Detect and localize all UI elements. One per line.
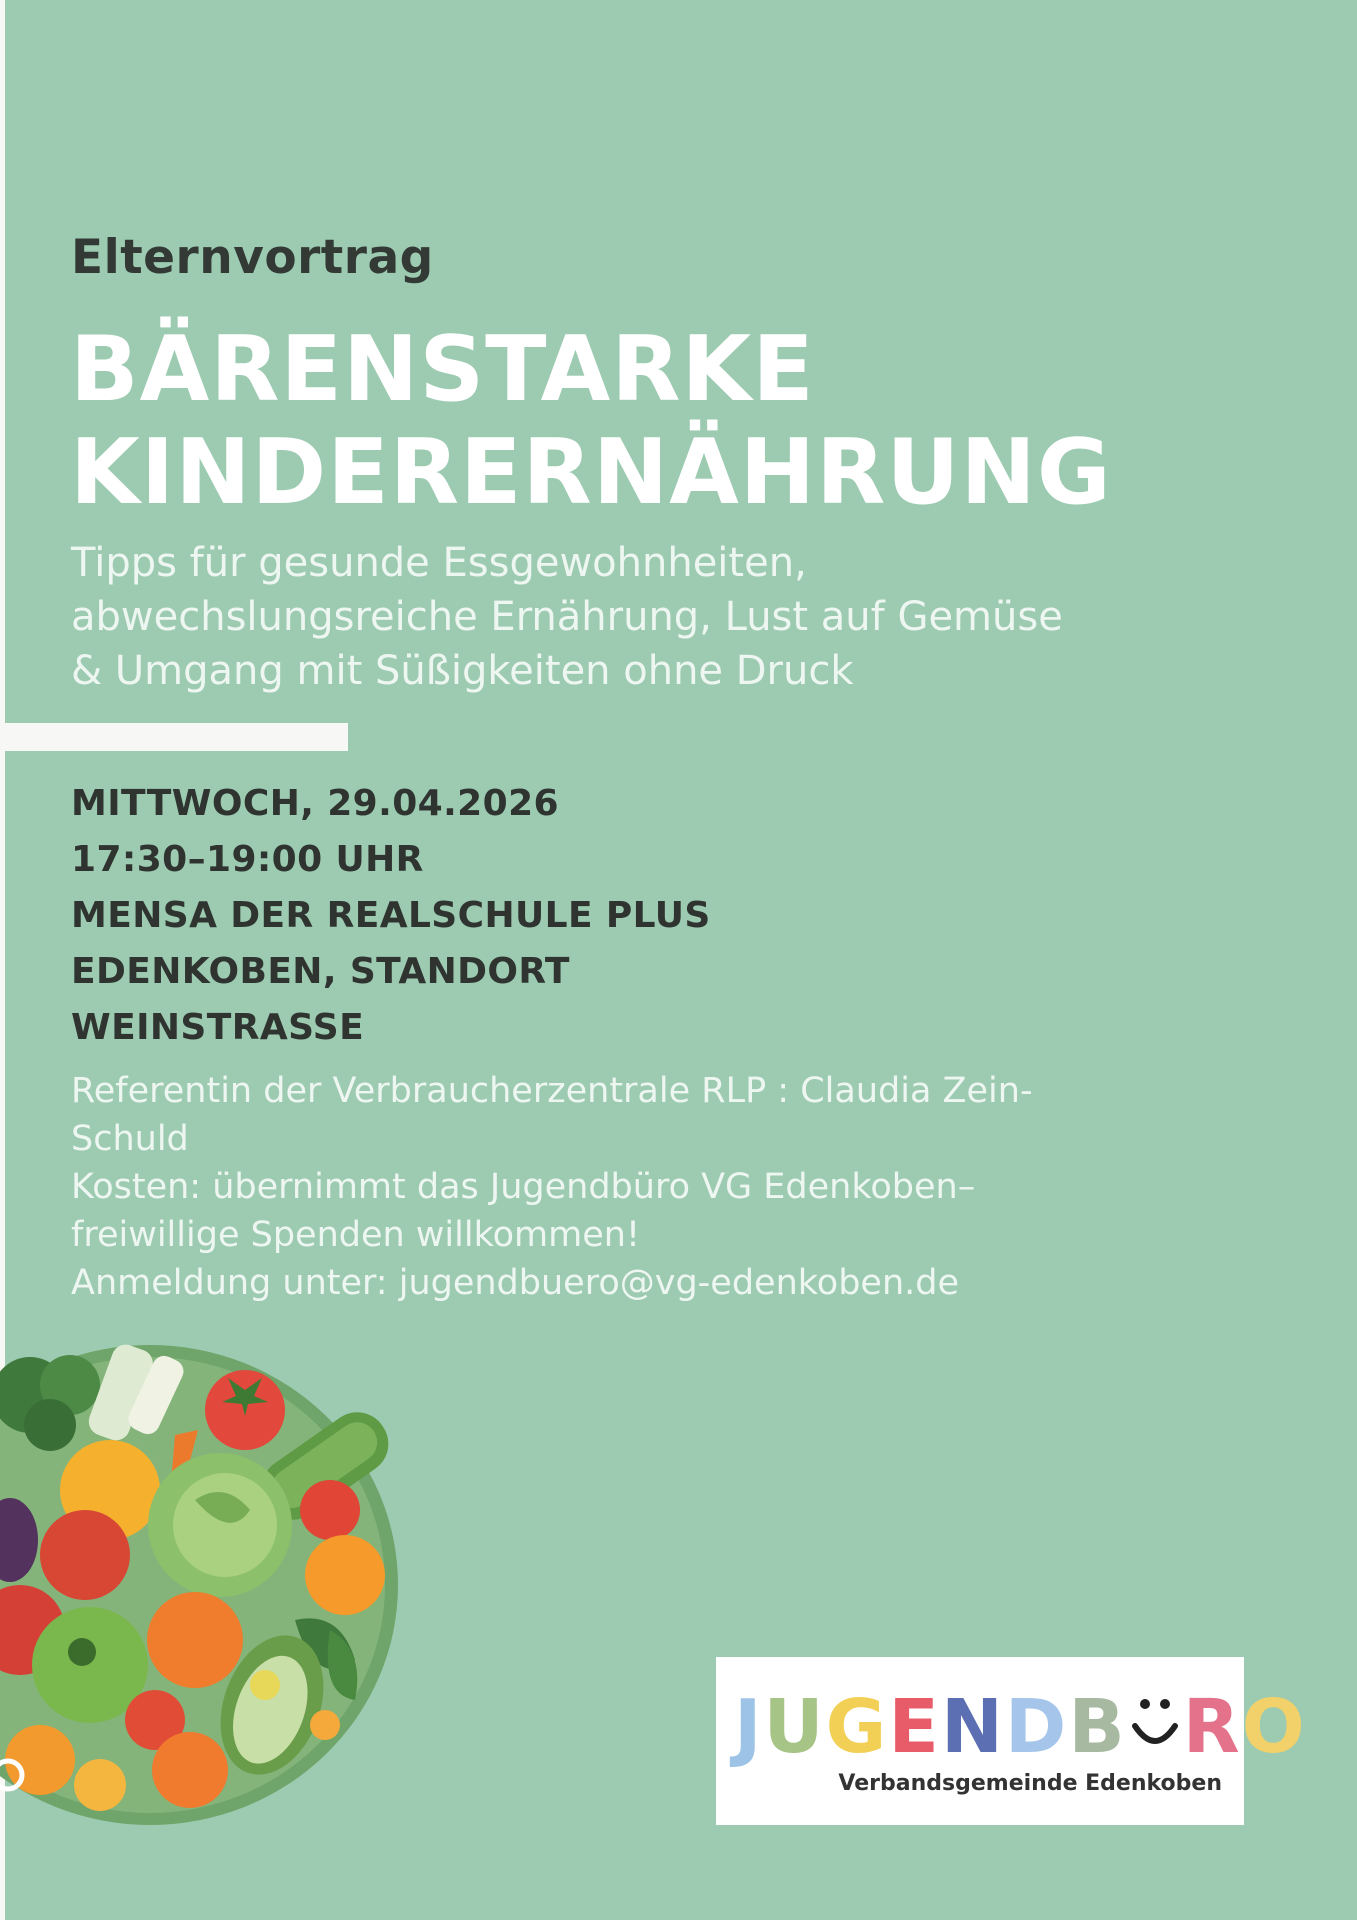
vegetable-bowl-illustration (0, 1330, 420, 1830)
logo-wordmark (734, 1684, 1307, 1770)
event-date: MITTWOCH, 29.04.2026 (71, 783, 559, 824)
title-line-1: BÄRENSTARKE (70, 317, 815, 422)
subtitle-line-1: Tipps für gesunde Essgewohnheiten, (71, 540, 807, 586)
title-line-2: KINDERERNÄHRUNG (70, 420, 1112, 525)
logo-letter-j: J (734, 1684, 764, 1770)
poster-title (70, 318, 1250, 524)
jugendbuero-logo (716, 1657, 1307, 1825)
subtitle-line-2: abwechslungsreiche Ernährung, Lust auf Gemüse (71, 594, 1063, 640)
logo-letter-d: D (1004, 1684, 1069, 1770)
logo-smiley-icon (1127, 1688, 1183, 1758)
costs-line-2: freiwillige Spenden willkommen! (71, 1215, 640, 1255)
logo-letter-b: B (1068, 1684, 1127, 1770)
event-location-line-2: EDENKOBEN, STANDORT (71, 951, 570, 992)
logo-letter-r: R (1182, 1684, 1242, 1770)
speaker-line-2: Schuld (71, 1119, 189, 1159)
event-info (71, 1067, 1071, 1307)
logo-letter-g: G (825, 1684, 889, 1770)
logo-letter-u: U (763, 1684, 826, 1770)
costs-line-1: Kosten: übernimmt das Jugendbüro VG Edenkoben– (71, 1167, 976, 1207)
logo-letter-o: O (1241, 1684, 1307, 1770)
event-details (71, 776, 971, 1056)
event-time: 17:30–19:00 UHR (71, 839, 424, 880)
logo-subtitle: Verbandsgemeinde Edenkoben (838, 1771, 1222, 1796)
registration-line: Anmeldung unter: jugendbuero@vg-edenkoben.de (71, 1263, 960, 1303)
subtitle-line-3: & Umgang mit Süßigkeiten ohne Druck (71, 648, 854, 694)
poster-subtitle (71, 536, 1071, 698)
speaker-line-1: Referentin der Verbraucherzentrale RLP : Claudia Zein- (71, 1071, 1033, 1111)
event-location-line-3: WEINSTRASSE (71, 1007, 365, 1048)
logo-letter-e: E (888, 1684, 941, 1770)
divider-bar (0, 723, 348, 751)
logo-letter-n: N (940, 1684, 1005, 1770)
event-type-label: Elternvortrag (71, 230, 434, 285)
event-location-line-1: MENSA DER REALSCHULE PLUS (71, 895, 711, 936)
